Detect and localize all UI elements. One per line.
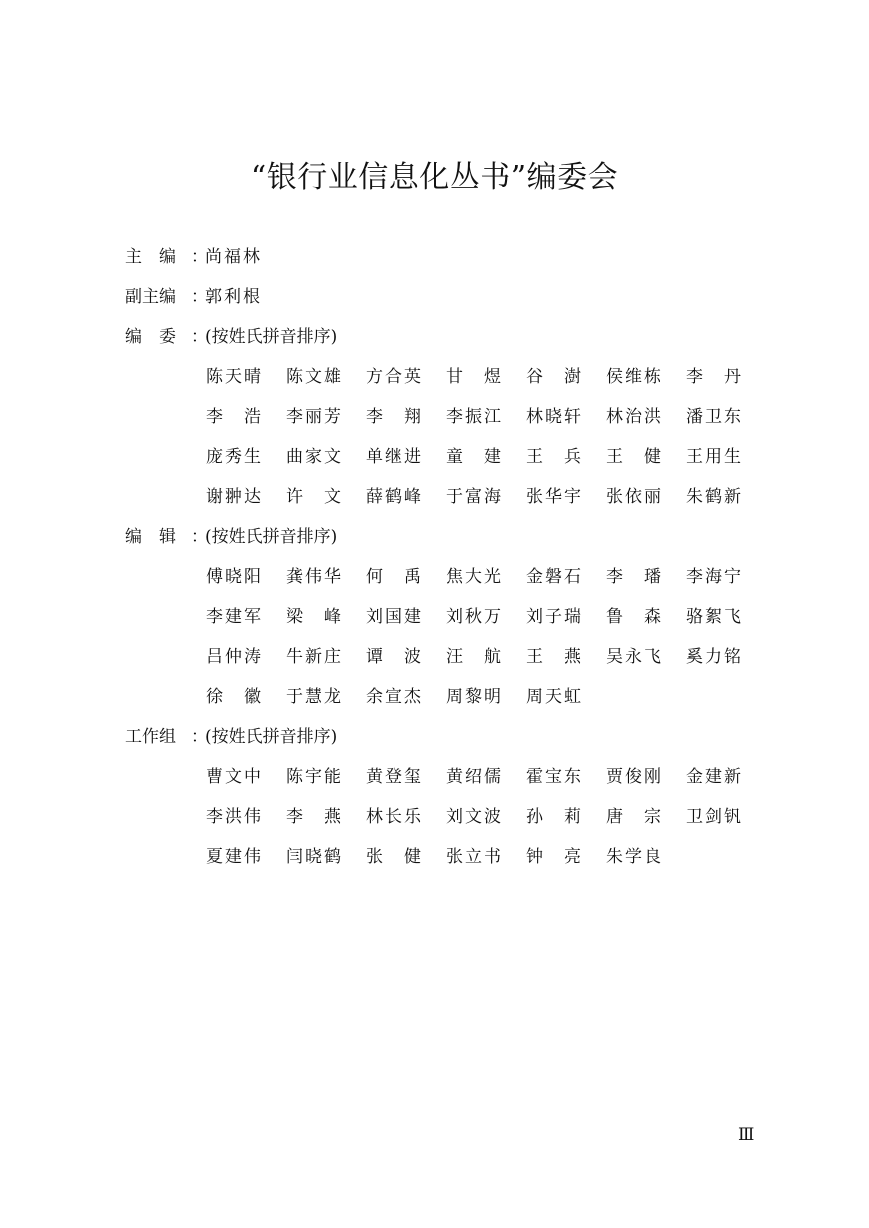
- committee-heading: [125, 325, 337, 349]
- member-name: 李振江: [446, 407, 503, 427]
- member-name: 吴永飞: [606, 647, 663, 667]
- member-name: 谭 波: [366, 647, 423, 667]
- member-name: 周天虹: [526, 687, 583, 707]
- committee-members: [206, 365, 766, 525]
- name-row: [206, 645, 766, 685]
- member-name: 钟 亮: [526, 847, 583, 867]
- member-name: 潘卫东: [686, 407, 743, 427]
- member-name: 张 健: [366, 847, 423, 867]
- name-row: [206, 805, 766, 845]
- committee-sort-note: (按姓氏拼音排序): [205, 327, 338, 347]
- member-name: 李海宁: [686, 567, 743, 587]
- member-name: 张立书: [446, 847, 503, 867]
- member-name: 王 燕: [526, 647, 583, 667]
- member-name: 刘文波: [446, 807, 503, 827]
- member-name: 单继进: [366, 447, 423, 467]
- page-number: Ⅲ: [738, 1125, 755, 1145]
- member-name: 鲁 森: [606, 607, 663, 627]
- name-row: [206, 365, 766, 405]
- name-row: [206, 405, 766, 445]
- member-name: 王 健: [606, 447, 663, 467]
- member-name: 陈天晴: [206, 367, 263, 387]
- member-name: 于慧龙: [286, 687, 343, 707]
- member-name: 金建新: [686, 767, 743, 787]
- member-name: 甘 煜: [446, 367, 503, 387]
- name-row: [206, 845, 766, 885]
- member-name: 林长乐: [366, 807, 423, 827]
- deputy-chief-editor-label: 副主编: [125, 287, 176, 307]
- name-row: [206, 565, 766, 605]
- member-name: 陈宇能: [286, 767, 343, 787]
- editors-label: 编 辑: [125, 527, 176, 547]
- member-name: 许 文: [286, 487, 343, 507]
- member-name: 林治洪: [606, 407, 663, 427]
- page-title: “银行业信息化丛书”编委会: [250, 160, 619, 195]
- committee-colon: ：: [191, 327, 208, 347]
- name-row: [206, 445, 766, 485]
- member-name: 侯维栋: [606, 367, 663, 387]
- member-name: 孙 莉: [526, 807, 583, 827]
- member-name: 李 浩: [206, 407, 263, 427]
- member-name: 何 禹: [366, 567, 423, 587]
- member-name: 梁 峰: [286, 607, 343, 627]
- member-name: 卫剑钒: [686, 807, 743, 827]
- editors-sort-note: (按姓氏拼音排序): [205, 527, 338, 547]
- editors-members: [206, 565, 766, 725]
- member-name: 吕仲涛: [206, 647, 263, 667]
- working-group-colon: ：: [191, 727, 208, 747]
- member-name: 刘国建: [366, 607, 423, 627]
- deputy-chief-editor-name: 郭利根: [205, 287, 262, 307]
- member-name: 刘子瑞: [526, 607, 583, 627]
- member-name: 霍宝东: [526, 767, 583, 787]
- member-name: 曹文中: [206, 767, 263, 787]
- member-name: 谢翀达: [206, 487, 263, 507]
- member-name: 闫晓鹤: [286, 847, 343, 867]
- member-name: 薛鹤峰: [366, 487, 423, 507]
- member-name: 李 璠: [606, 567, 663, 587]
- member-name: 奚力铭: [686, 647, 743, 667]
- member-name: 李 翔: [366, 407, 423, 427]
- member-name: 朱鹤新: [686, 487, 743, 507]
- member-name: 余宣杰: [366, 687, 423, 707]
- member-name: 唐 宗: [606, 807, 663, 827]
- member-name: 庞秀生: [206, 447, 263, 467]
- chief-editor-colon: ：: [191, 247, 208, 267]
- member-name: 李建军: [206, 607, 263, 627]
- name-row: [206, 605, 766, 645]
- editors-heading: [125, 525, 337, 549]
- chief-editor-line: [125, 245, 262, 269]
- member-name: 林晓轩: [526, 407, 583, 427]
- member-name: 李丽芳: [286, 407, 343, 427]
- member-name: 汪 航: [446, 647, 503, 667]
- member-name: 于富海: [446, 487, 503, 507]
- member-name: 陈文雄: [286, 367, 343, 387]
- member-name: 夏建伟: [206, 847, 263, 867]
- member-name: 龚伟华: [286, 567, 343, 587]
- member-name: 傅晓阳: [206, 567, 263, 587]
- name-row: [206, 685, 766, 725]
- chief-editor-label: 主 编: [125, 247, 176, 267]
- working-group-members: [206, 765, 766, 885]
- member-name: 曲家文: [286, 447, 343, 467]
- member-name: 焦大光: [446, 567, 503, 587]
- member-name: 方合英: [366, 367, 423, 387]
- member-name: 李 燕: [286, 807, 343, 827]
- editors-colon: ：: [191, 527, 208, 547]
- member-name: 黄登玺: [366, 767, 423, 787]
- member-name: 李洪伟: [206, 807, 263, 827]
- member-name: 童 建: [446, 447, 503, 467]
- member-name: 黄绍儒: [446, 767, 503, 787]
- member-name: 徐 徽: [206, 687, 263, 707]
- member-name: 张依丽: [606, 487, 663, 507]
- member-name: 周黎明: [446, 687, 503, 707]
- working-group-sort-note: (按姓氏拼音排序): [205, 727, 338, 747]
- member-name: 金磐石: [526, 567, 583, 587]
- member-name: 王用生: [686, 447, 743, 467]
- chief-editor-name: 尚福林: [205, 247, 262, 267]
- member-name: 王 兵: [526, 447, 583, 467]
- member-name: 谷 澍: [526, 367, 583, 387]
- deputy-chief-editor-line: [125, 285, 262, 309]
- name-row: [206, 485, 766, 525]
- member-name: 李 丹: [686, 367, 743, 387]
- committee-label: 编 委: [125, 327, 176, 347]
- member-name: 张华宇: [526, 487, 583, 507]
- member-name: 骆絮飞: [686, 607, 743, 627]
- member-name: 刘秋万: [446, 607, 503, 627]
- member-name: 牛新庄: [286, 647, 343, 667]
- member-name: 贾俊刚: [606, 767, 663, 787]
- name-row: [206, 765, 766, 805]
- working-group-label: 工作组: [125, 727, 176, 747]
- member-name: 朱学良: [606, 847, 663, 867]
- working-group-heading: [125, 725, 337, 749]
- deputy-chief-editor-colon: ：: [191, 287, 208, 307]
